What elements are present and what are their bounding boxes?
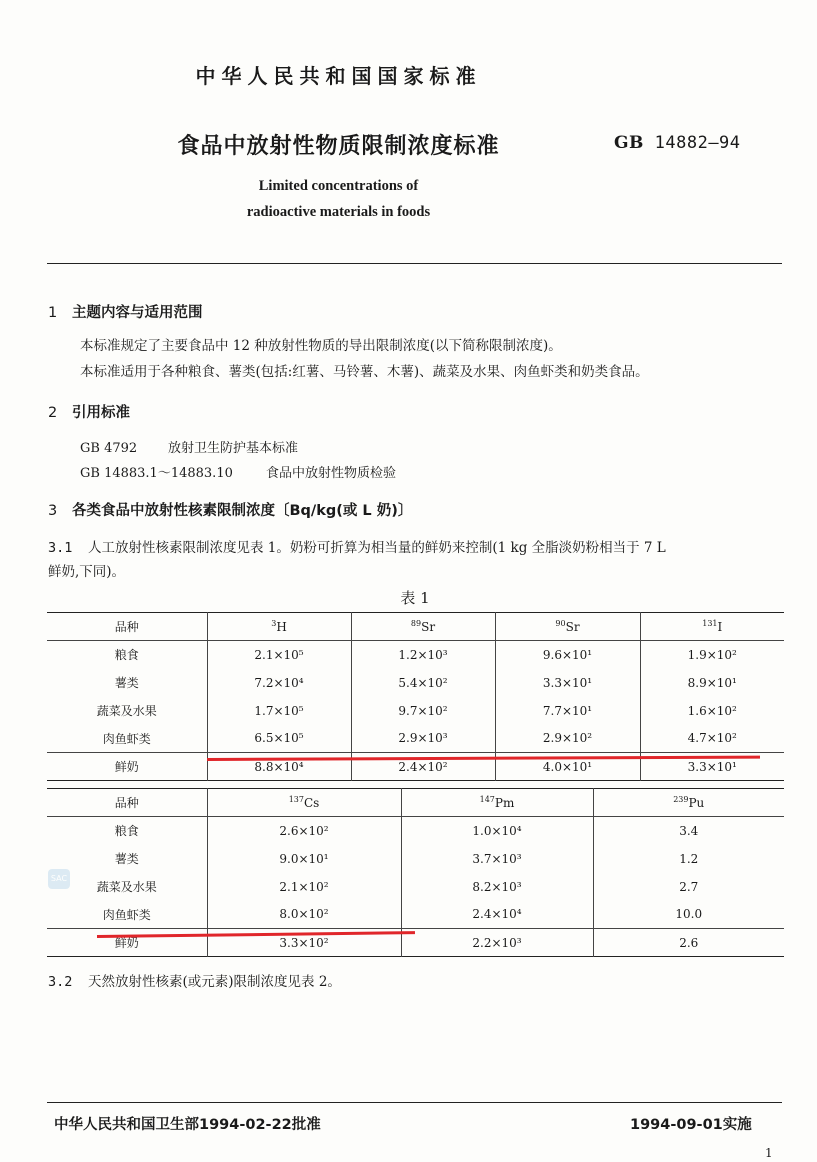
- table-2-col-pm147: $^{147}$Pm: [401, 789, 593, 817]
- clause-3-2: [48, 970, 788, 994]
- section-3-title: 各类食品中放射性核素限制浓度〔Bq/kg(或 L 奶)〕: [72, 503, 413, 519]
- table-cell: 2.1×10²: [207, 873, 401, 901]
- row-label: 蔬菜及水果: [96, 880, 157, 894]
- standard-prefix: GB: [614, 133, 644, 153]
- section-1-paragraph-1: 本标准规定了主要食品中 12 种放射性物质的导出限制浓度(以下简称限制浓度)。: [80, 338, 562, 354]
- table-cell: 10.0: [593, 901, 784, 929]
- table-2-col-pu239: $^{239}$Pu: [593, 789, 784, 817]
- table-cell: 3.7×10³: [401, 845, 593, 873]
- row-label: 鲜奶: [47, 753, 207, 781]
- table-row: [47, 817, 784, 845]
- reference-1: [80, 437, 298, 456]
- section-1-heading: [48, 301, 203, 322]
- table-cell: 8.9×10¹: [640, 669, 784, 697]
- table-cell: 1.6×10²: [640, 697, 784, 725]
- table-cell: 9.0×10¹: [207, 845, 401, 873]
- footer-rule: [47, 1102, 782, 1103]
- table-row: [47, 641, 784, 669]
- table-cell: 9.6×10¹: [495, 641, 640, 669]
- table-1-col-h3: $^3$H: [207, 613, 351, 641]
- reference-2-code: GB 14883.1～14883.10: [80, 466, 233, 481]
- table-cell: 3.3×10¹: [640, 753, 784, 781]
- standard-code: 14882—94: [654, 133, 741, 153]
- clause-3-2-text: 天然放射性核素(或元素)限制浓度见表 2。: [88, 974, 341, 990]
- table-cell: 2.2×10³: [401, 929, 593, 957]
- section-2-number: 2: [48, 405, 58, 421]
- clause-3-1-text-cont: 鲜奶,下同)。: [48, 564, 126, 580]
- section-2-heading: [48, 401, 130, 422]
- table-cell: 2.7: [593, 873, 784, 901]
- document-title: 食品中放射性物质限制浓度标准: [177, 134, 500, 159]
- row-label: 鲜奶: [47, 929, 207, 957]
- section-1-number: 1: [48, 305, 58, 321]
- table-1-col-sr90: $^{90}$Sr: [495, 613, 640, 641]
- page-number: 1: [765, 1146, 773, 1160]
- section-3-heading: [48, 499, 412, 520]
- watermark-logo-icon: SAC: [48, 869, 70, 889]
- reference-1-code: GB 4792: [80, 441, 138, 456]
- table-2-header-row: [47, 789, 784, 817]
- table-row: [47, 845, 784, 873]
- table-cell: 4.0×10¹: [495, 753, 640, 781]
- table-cell: 2.6: [593, 929, 784, 957]
- english-title-line-2: radioactive materials in foods: [246, 204, 431, 220]
- table-row: [47, 929, 784, 957]
- table-2-col-cs137: $^{137}$Cs: [207, 789, 401, 817]
- row-label: 粮食: [114, 648, 139, 663]
- table-1-header-label: 品种: [47, 613, 207, 641]
- clause-3-2-number: 3.2: [48, 974, 73, 990]
- table-cell: 5.4×10²: [351, 669, 495, 697]
- table-cell: 7.2×10⁴: [207, 669, 351, 697]
- table-cell: 1.2×10³: [351, 641, 495, 669]
- reference-2: [80, 462, 396, 481]
- row-label: 薯类: [114, 852, 139, 866]
- table-cell: 4.7×10²: [640, 725, 784, 753]
- table-cell: 3.4: [593, 817, 784, 845]
- table-cell: 3.3×10²: [207, 929, 401, 957]
- clause-3-1-number: 3.1: [48, 540, 73, 556]
- table-cell: 3.3×10¹: [495, 669, 640, 697]
- table-1-header-row: [47, 613, 784, 641]
- table-1-col-i131: $^{131}$I: [640, 613, 784, 641]
- section-3-number: 3: [48, 503, 58, 519]
- row-label: 蔬菜及水果: [96, 704, 157, 718]
- table-cell: 1.7×10⁵: [207, 697, 351, 725]
- section-2-title: 引用标准: [72, 405, 130, 421]
- table-cell: 1.2: [593, 845, 784, 873]
- section-1-title: 主题内容与适用范围: [72, 305, 203, 321]
- reference-2-title: 食品中放射性物质检验: [266, 466, 397, 481]
- national-standard-heading: 中华人民共和国国家标准: [195, 64, 482, 88]
- clause-3-1-text: 人工放射性核素限制浓度见表 1。奶粉可折算为相当量的鲜奶来控制(1 kg 全脂淡奶粉相当于 7 L: [88, 540, 666, 556]
- table-row: [47, 901, 784, 929]
- table-cell: 7.7×10¹: [495, 697, 640, 725]
- reference-1-title: 放射卫生防护基本标准: [168, 441, 299, 456]
- table-cell: 1.0×10⁴: [401, 817, 593, 845]
- table-cell: 2.9×10²: [495, 725, 640, 753]
- header-rule: [47, 263, 782, 264]
- table-cell: 8.2×10³: [401, 873, 593, 901]
- table-cell: 2.4×10⁴: [401, 901, 593, 929]
- table-cell: 6.5×10⁵: [207, 725, 351, 753]
- clause-3-1: [48, 536, 788, 584]
- table-1-continued: [47, 788, 784, 957]
- row-label: 粮食: [114, 824, 139, 839]
- row-label: 肉鱼虾类: [102, 907, 151, 922]
- table-1-col-sr89: $^{89}$Sr: [351, 613, 495, 641]
- table-cell: 2.9×10³: [351, 725, 495, 753]
- section-1-paragraph-2: 本标准适用于各种粮食、薯类(包括:红薯、马铃薯、木薯)、蔬菜及水果、肉鱼虾类和奶类食品。: [80, 364, 649, 380]
- table-row: [47, 873, 784, 901]
- table-cell: 2.6×10²: [207, 817, 401, 845]
- standard-number: [614, 133, 741, 153]
- table-cell: 1.9×10²: [640, 641, 784, 669]
- implementation-date: 1994-09-01实施: [630, 1117, 752, 1133]
- table-row: [47, 697, 784, 725]
- table-cell: 9.7×10²: [351, 697, 495, 725]
- table-cell: 8.0×10²: [207, 901, 401, 929]
- table-row: [47, 725, 784, 753]
- table-1-caption: 表 1: [400, 589, 430, 607]
- table-row: [47, 669, 784, 697]
- table-2-header-label: 品种: [47, 789, 207, 817]
- english-title-line-1: Limited concentrations of: [258, 178, 419, 194]
- table-cell: 2.4×10²: [351, 753, 495, 781]
- row-label: 薯类: [114, 676, 139, 690]
- table-cell: 2.1×10⁵: [207, 641, 351, 669]
- table-cell: 8.8×10⁴: [207, 753, 351, 781]
- row-label: 肉鱼虾类: [102, 731, 151, 746]
- approval-statement: 中华人民共和国卫生部1994-02-22批准: [54, 1117, 321, 1133]
